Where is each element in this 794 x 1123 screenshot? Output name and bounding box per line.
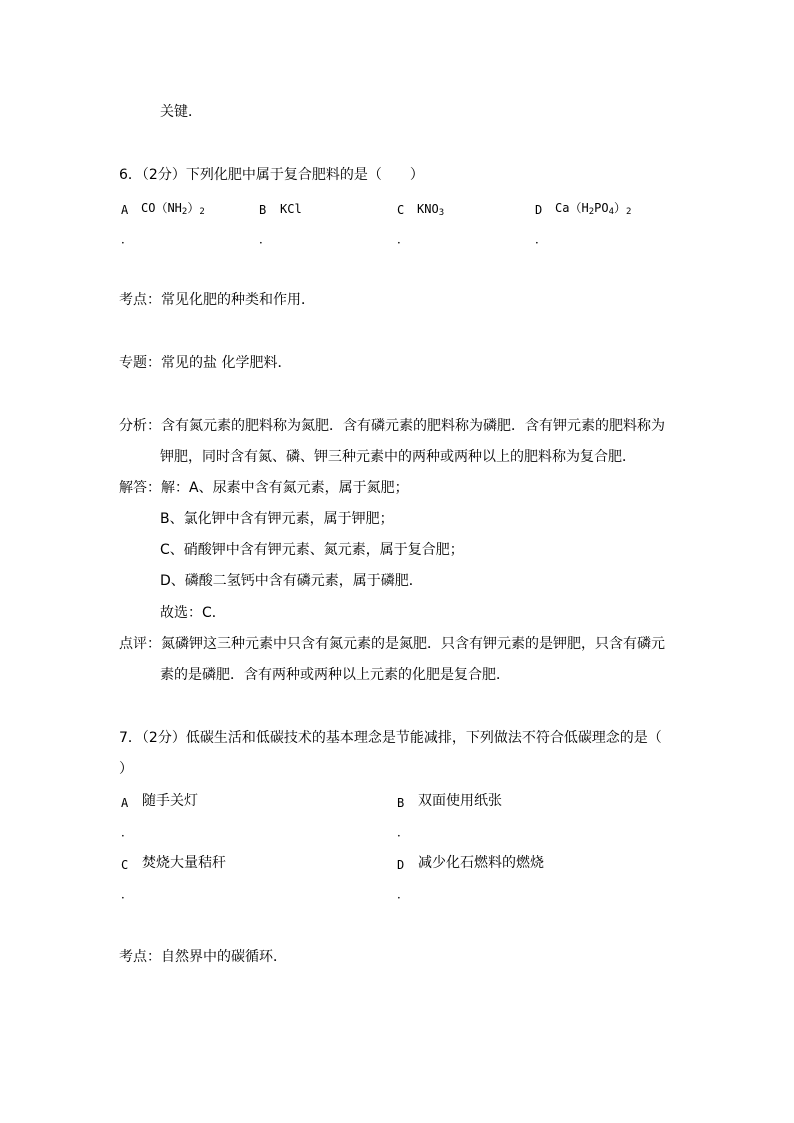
q6-option-a-text: $CO(NH_2)_2$	[141, 201, 205, 217]
q6-option-c-letter: C	[397, 203, 405, 217]
q7-option-c-dot: ．	[121, 887, 134, 901]
q7-option-a-letter: A	[121, 796, 129, 810]
q6-jieda-line-3: C、硝酸钾中含有钾元素、氮元素，属于复合肥；	[160, 542, 464, 558]
q7-stem-line-2: ）	[119, 761, 133, 777]
q6-dianping-line-2: 素的是磷肥．含有两种或两种以上元素的化肥是复合肥．	[160, 667, 510, 683]
q6-fenxi-line-1: 分析：含有氮元素的肥料称为氮肥．含有磷元素的肥料称为磷肥．含有钾元素的肥料称为	[119, 418, 665, 434]
q6-kaodian: 考点：常见化肥的种类和作用．	[119, 292, 315, 308]
q7-option-b-dot: ．	[397, 825, 410, 839]
q7-option-d-dot: ．	[397, 887, 410, 901]
q7-option-b-text: 双面使用纸张	[418, 793, 502, 809]
q6-option-d-text: $Ca(H_2PO_4)_2$	[555, 201, 632, 217]
continuation-text: 关键．	[160, 104, 202, 120]
q7-stem-line-1: 7．（2分）低碳生活和低碳技术的基本理念是节能减排，下列做法不符合低碳理念的是（	[119, 730, 662, 746]
q6-option-c-dot: ．	[397, 232, 410, 246]
q7-kaodian: 考点：自然界中的碳循环．	[119, 949, 287, 965]
q6-jieda-line-1: 解答：解：A、尿素中含有氮元素，属于氮肥；	[119, 480, 409, 496]
q6-option-b-letter: B	[259, 203, 267, 217]
q7-option-b-letter: B	[397, 796, 405, 810]
q6-option-a-dot: ．	[121, 232, 134, 246]
q6-jieda-line-4: D、磷酸二氢钙中含有磷元素，属于磷肥．	[160, 573, 423, 589]
q6-option-d-letter: D	[535, 203, 543, 217]
q6-option-c-text: $KNO_3$	[417, 202, 445, 218]
q6-option-d-dot: ．	[535, 232, 548, 246]
q7-option-c-text: 焚烧大量秸秆	[142, 855, 226, 871]
q7-option-c-letter: C	[121, 858, 129, 872]
q6-option-b-dot: ．	[259, 232, 272, 246]
q6-jieda-line-2: B、氯化钾中含有钾元素，属于钾肥；	[160, 511, 394, 527]
q7-option-a-text: 随手关灯	[142, 793, 198, 809]
q6-jieda-line-5: 故选：C．	[160, 605, 226, 621]
q6-option-a-letter: A	[121, 203, 129, 217]
q6-fenxi-line-2: 钾肥，同时含有氮、磷、钾三种元素中的两种或两种以上的肥料称为复合肥．	[160, 449, 636, 465]
q7-option-a-dot: ．	[121, 825, 134, 839]
q6-dianping-line-1: 点评：氮磷钾这三种元素中只含有氮元素的是氮肥．只含有钾元素的是钾肥，只含有磷元	[119, 636, 665, 652]
q6-stem: 6．（2分）下列化肥中属于复合肥料的是（ ）	[119, 167, 424, 183]
q7-option-d-text: 减少化石燃料的燃烧	[418, 855, 544, 871]
q6-zhuanti: 专题：常见的盐 化学肥料．	[119, 355, 292, 371]
q7-option-d-letter: D	[397, 858, 405, 872]
q6-option-b-text: KCl	[280, 202, 302, 216]
